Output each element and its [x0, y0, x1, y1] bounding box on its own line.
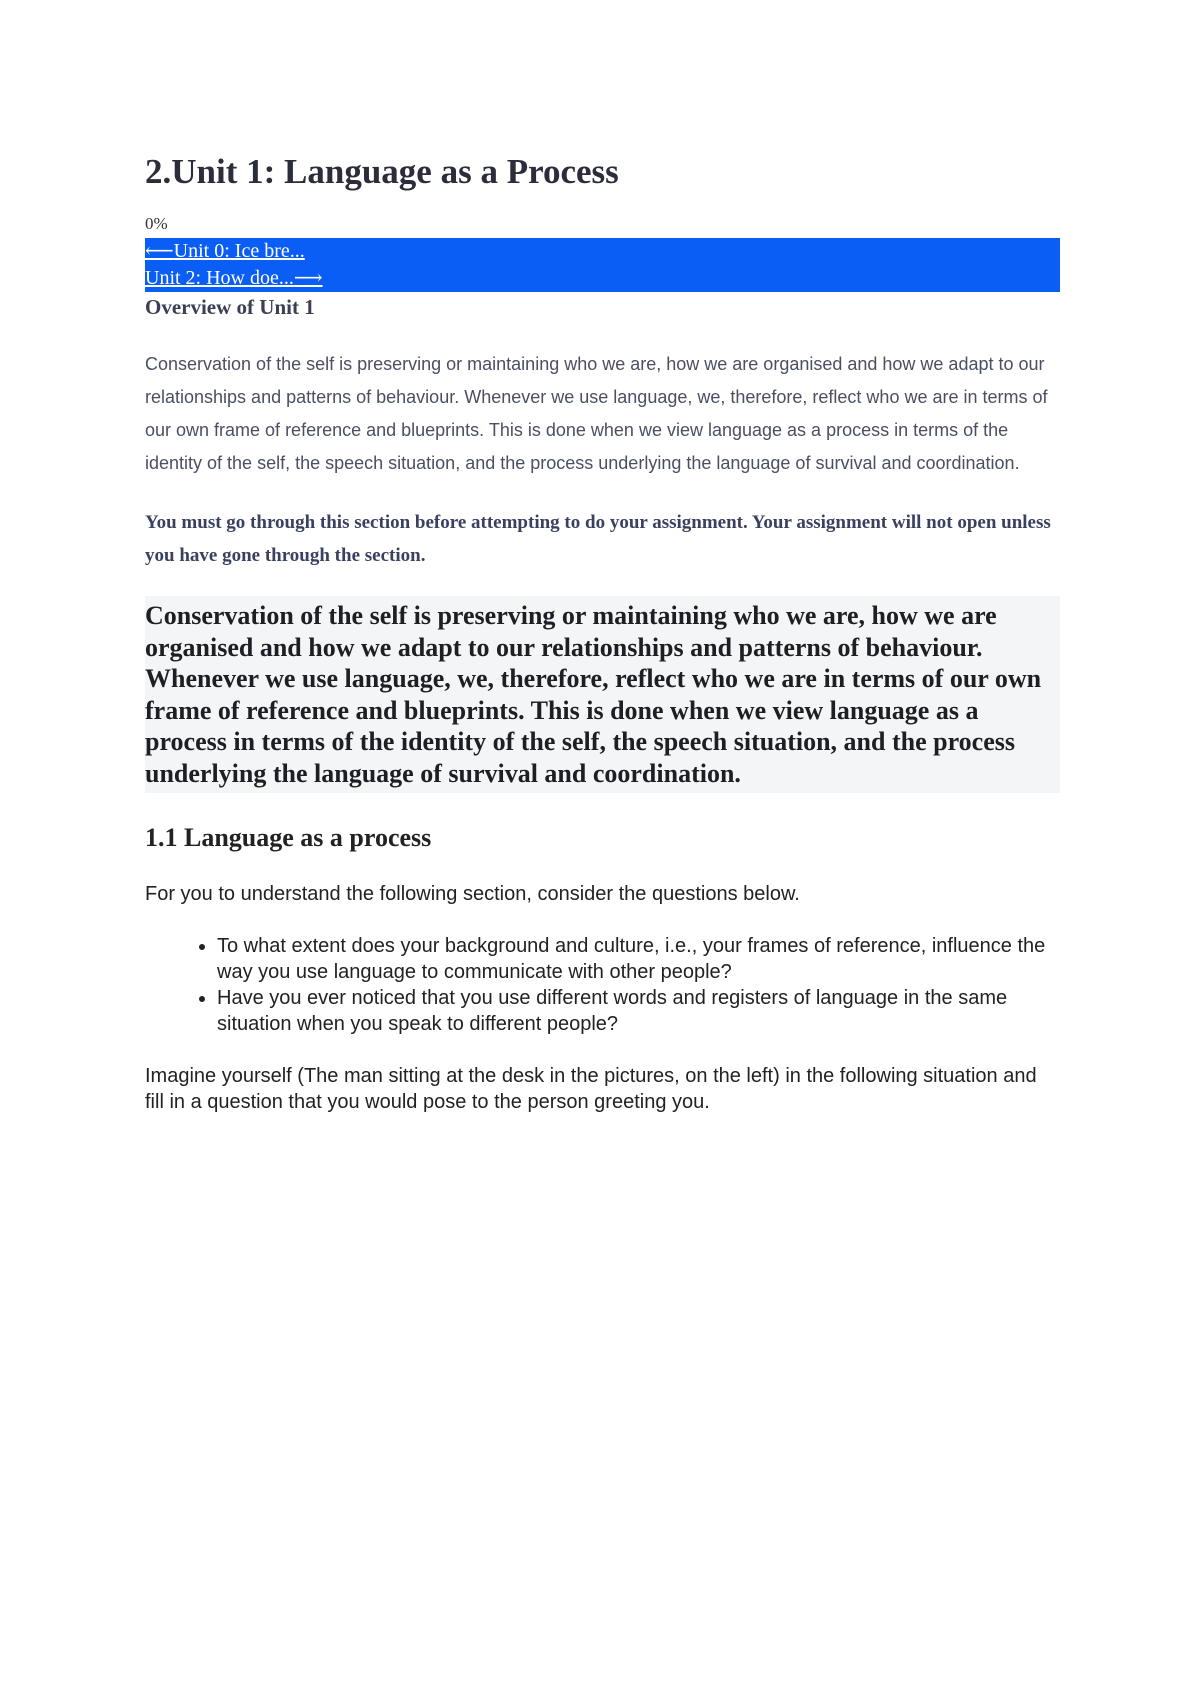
highlight-quote: Conservation of the self is preserving or maintaining who we are, how we are organised and how we adapt to our relationships and patterns of behaviour. Whenever we use language, we, therefore, reflect who we are in terms of our own frame of reference and blueprints. This is done when we view language as a process in terms of the identity of the self, the speech situation, and the process underlying the language of survival and coordination.	[145, 596, 1060, 793]
intro-paragraph: For you to understand the following section, consider the questions below.	[145, 883, 800, 905]
overview-paragraph: Conservation of the self is preserving or maintaining who we are, how we are organised and how we adapt to our relationships and patterns of behaviour. Whenever we use language, we, therefore, reflect who we are in terms of our own frame of reference and blueprints. This is done when we view language as a process in terms of the identity of the self, the speech situation, and the process underlying the language of survival and coordination.	[145, 354, 1048, 473]
content-column	[145, 150, 1060, 1115]
arrow-left-icon: ⟵	[145, 240, 174, 262]
arrow-right-icon: ⟶	[293, 267, 323, 289]
list-item: • Have you ever noticed that you use different words and registers of language in the same situation when you speak to different people?	[217, 985, 1060, 1037]
previous-unit-label: Unit 0: Ice bre...	[173, 240, 305, 262]
previous-unit-link[interactable]	[145, 238, 1060, 265]
assignment-warning: You must go through this section before attempting to do your assignment. Your assignment will not open unless you have gone through the section.	[145, 512, 1051, 566]
next-unit-label: Unit 2: How doe...	[145, 267, 294, 289]
next-unit-link[interactable]	[145, 265, 1060, 292]
questions-list	[145, 933, 1060, 1037]
section-heading: 1.1 Language as a process	[145, 823, 432, 852]
list-item: • To what extent does your background and culture, i.e., your frames of reference, influence the way you use language to communicate with other people?	[217, 933, 1060, 985]
closing-paragraph: Imagine yourself (The man sitting at the desk in the pictures, on the left) in the following situation and fill in a question that you would pose to the person greeting you.	[145, 1065, 1037, 1113]
unit-navigation-bar	[145, 238, 1060, 292]
overview-heading: Overview of Unit 1	[145, 295, 315, 319]
progress-percentage: 0%	[145, 214, 168, 233]
page-title: 2.Unit 1: Language as a Process	[145, 152, 619, 191]
